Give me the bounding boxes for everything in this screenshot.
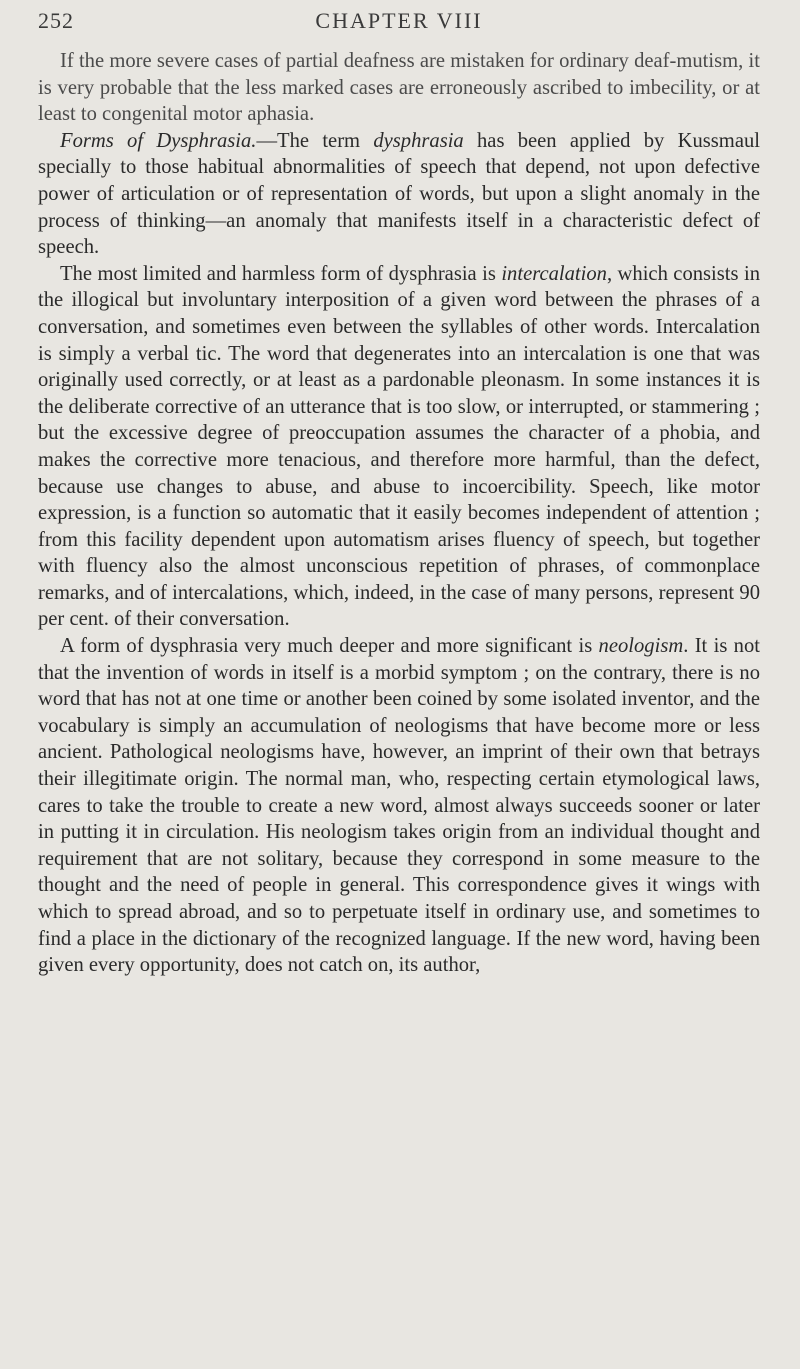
section-heading-forms-of-dysphrasia: Forms of Dysphrasia. xyxy=(60,129,257,152)
running-head: CHAPTER VIII xyxy=(315,8,483,33)
text-run: . It is not that the invention of words in itself is a morbid symptom ; on the contrary, there is no word that has not at one time or another been coined by some isolated inventor, and the vocabulary is simply an accumulation of neologisms that have become more or less ancient. Pathological neologisms have, however, an imprint of their own that betrays their illegitimate origin. The normal man, who, respecting certain etymological laws, cares to take the trouble to create a new word, almost always succeeds sooner or later in putting it in circulation. His neologism takes origin from an individual thought and requirement that are not solitary, because they correspond in some measure to the thought and the need of people in general. This correspondence gives it wings with which to spread abroad, and so to perpetuate itself in ordinary use, and sometimes to find a place in the dictionary of the recognized language. If the new word, having been given every opportunity, does not catch on, its author, xyxy=(38,635,760,977)
text-run: —The term xyxy=(256,129,374,152)
paragraph-neologism xyxy=(38,633,760,979)
text-run: The most limited and harmless form of dysphrasia is xyxy=(60,262,502,285)
term-intercalation: intercalation xyxy=(501,262,607,285)
text-run: , which consists in the illogical but involuntary interposition of a given word between the phrases of a conversation, and sometimes even between the syllables of other words. Intercalation is simply a verbal tic. The word that degenerates into an intercalation is one that was originally used correctly, or at least as a pardonable pleonasm. In some instances it is the deliberate corrective of an utterance that is too slow, or interrupted, or stammering ; but the excessive degree of preoccupation assumes the character of a phobia, and makes the corrective more tenacious, and therefore more harmful, than the defect, because use changes to abuse, and abuse to incoercibility. Speech, like motor expression, is a function so automatic that it easily becomes independent of attention ; from this facility dependent upon automatism arises fluency of speech, but together with fluency also the almost unconscious repetition of phrases, of commonplace remarks, and of intercalations, which, indeed, in the case of many persons, represent 90 per cent. of their conversation. xyxy=(38,262,760,631)
paragraph-forms-of-dysphrasia xyxy=(38,128,760,261)
text-run: A form of dysphrasia very much deeper and more significant is xyxy=(60,635,599,658)
page-header xyxy=(38,8,760,44)
term-neologism: neologism xyxy=(598,635,684,658)
text-run: has been applied by Kussmaul specially to those habitual abnormalities of speech that depend, not upon defective power of articulation or of representation of words, but upon a slight anomaly in the process of thinking—an anomaly that manifests itself in a characteristic defect of speech. xyxy=(38,129,760,259)
paragraph-deafness: If the more severe cases of partial deafness are mistaken for ordinary deaf-mutism, it is very probable that the less marked cases are erroneously ascribed to imbecility, or at least to congenital motor aphasia. xyxy=(38,50,760,126)
term-dysphrasia: dysphrasia xyxy=(373,129,464,152)
body-text xyxy=(38,48,760,979)
page-number: 252 xyxy=(38,8,74,33)
paragraph-intercalation xyxy=(38,261,760,633)
